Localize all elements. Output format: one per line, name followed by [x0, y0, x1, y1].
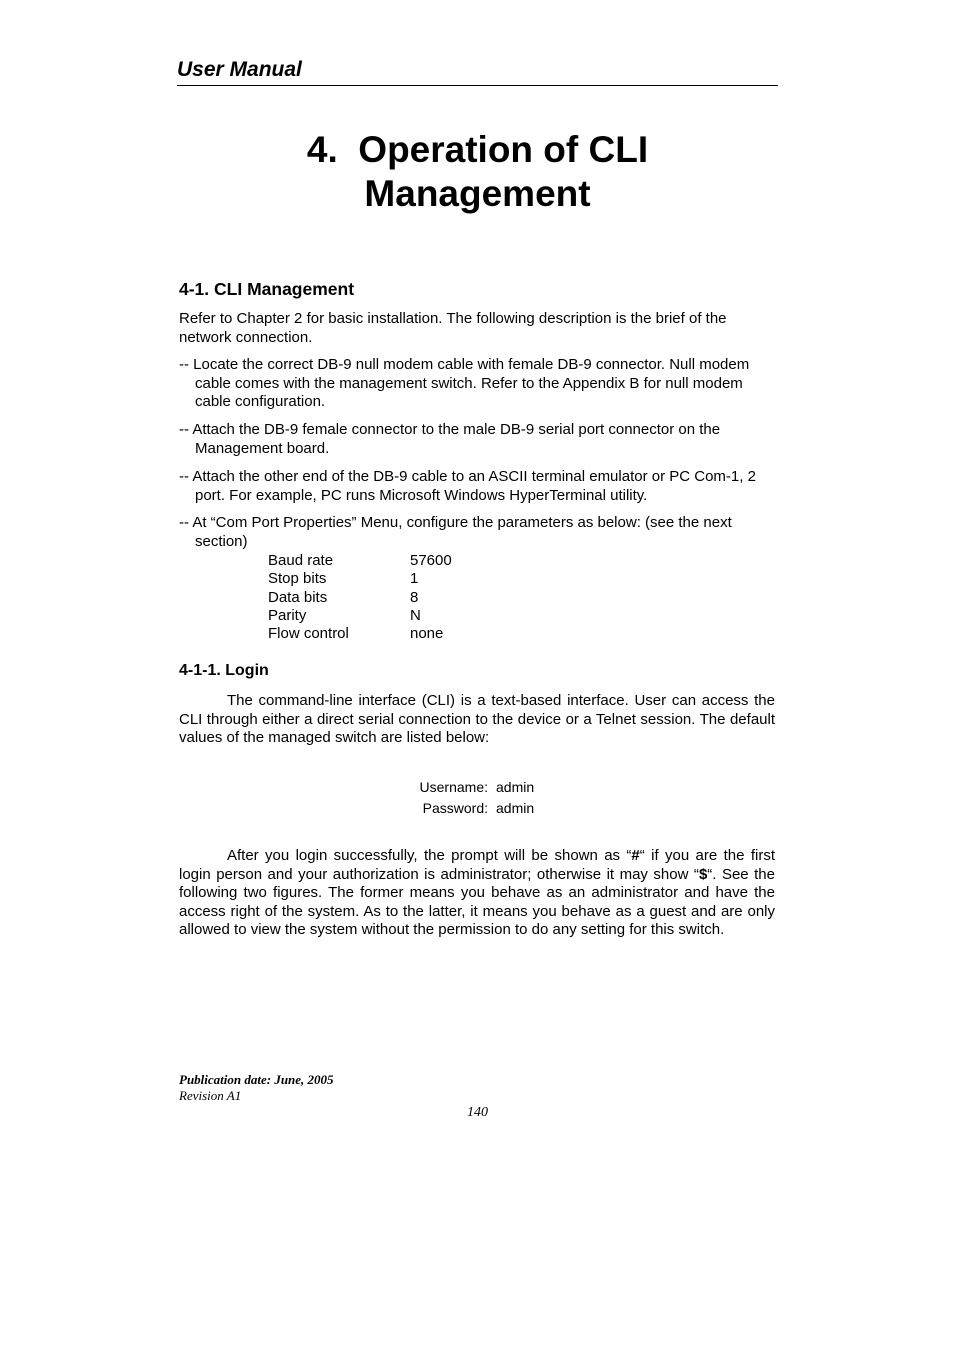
revision: Revision A1	[179, 1088, 242, 1103]
credential-value: admin	[496, 800, 535, 816]
param-value: 1	[410, 570, 419, 588]
page-number: 140	[467, 1105, 488, 1120]
prompt-text-b: “ if you are the first login person and your authorization is administrator; otherwise it may show “	[179, 847, 775, 883]
bullet-item: -- Attach the DB-9 female connector to the male DB-9 serial port connector on the Management board.	[179, 421, 721, 457]
guest-prompt-symbol: $	[698, 865, 708, 883]
param-row	[268, 570, 452, 588]
credential-value: admin	[496, 779, 535, 795]
header-title: User Manual	[177, 58, 302, 81]
param-key: Baud rate	[268, 552, 334, 569]
param-key: Parity	[268, 606, 307, 624]
section-heading: 4-1. CLI Management	[179, 279, 355, 299]
subsection-heading: 4-1-1. Login	[179, 662, 269, 679]
param-key: Stop bits	[268, 570, 327, 588]
publication-date: Publication date: June, 2005	[179, 1072, 334, 1087]
credential-key: Username:	[419, 779, 488, 795]
prompt-text-a: After you login successfully, the prompt will be shown as “	[227, 847, 632, 864]
admin-prompt-symbol: #	[631, 847, 640, 864]
bullet-item: -- Locate the correct DB-9 null modem cable with female DB-9 connector. Null modem cable comes with the management switch. Refer to the Appendix B for null modem cable configuration.	[179, 356, 750, 410]
param-value: 57600	[410, 552, 452, 569]
bullet-item: -- At “Com Port Properties” Menu, configure the parameters as below: (see the next section)	[179, 514, 732, 550]
credential-row	[400, 777, 534, 798]
chapter-title-line1: 4. Operation of CLI	[306, 129, 649, 170]
credential-row	[400, 798, 534, 819]
bullet-item: -- Attach the other end of the DB-9 cable to an ASCII terminal emulator or PC Com-1, 2 port. For example, PC runs Microsoft Windows HyperTerminal utility.	[179, 468, 756, 504]
page-header	[177, 57, 778, 86]
chapter-title-line2: Management	[364, 173, 591, 214]
param-row	[268, 589, 452, 607]
prompt-paragraph	[179, 847, 775, 940]
param-row	[268, 552, 452, 570]
login-paragraph: The command-line interface (CLI) is a text-based interface. User can access the CLI through either a direct serial connection to the device or a Telnet session. The default values of the managed switch are listed below:	[179, 692, 775, 746]
param-value: N	[410, 606, 421, 624]
prompt-text-c: “. See the following two figures. The former means you behave as an administrator and have the access right of the system. As to the latter, it means you behave as a guest and are only allowed to view the system without the permission to do any setting for this switch.	[179, 865, 775, 938]
chapter-title	[177, 128, 778, 216]
credential-key: Password:	[422, 800, 488, 816]
param-value: none	[410, 625, 444, 643]
param-row	[268, 607, 452, 625]
com-port-parameters-table	[268, 552, 452, 643]
param-row	[268, 625, 452, 643]
param-key: Flow control	[268, 625, 349, 643]
section-intro: Refer to Chapter 2 for basic installation. The following description is the brief of the network connection.	[179, 310, 727, 346]
publication-info	[179, 1072, 334, 1104]
default-credentials-table	[400, 777, 534, 819]
param-value: 8	[410, 588, 419, 606]
param-key: Data bits	[268, 588, 328, 606]
